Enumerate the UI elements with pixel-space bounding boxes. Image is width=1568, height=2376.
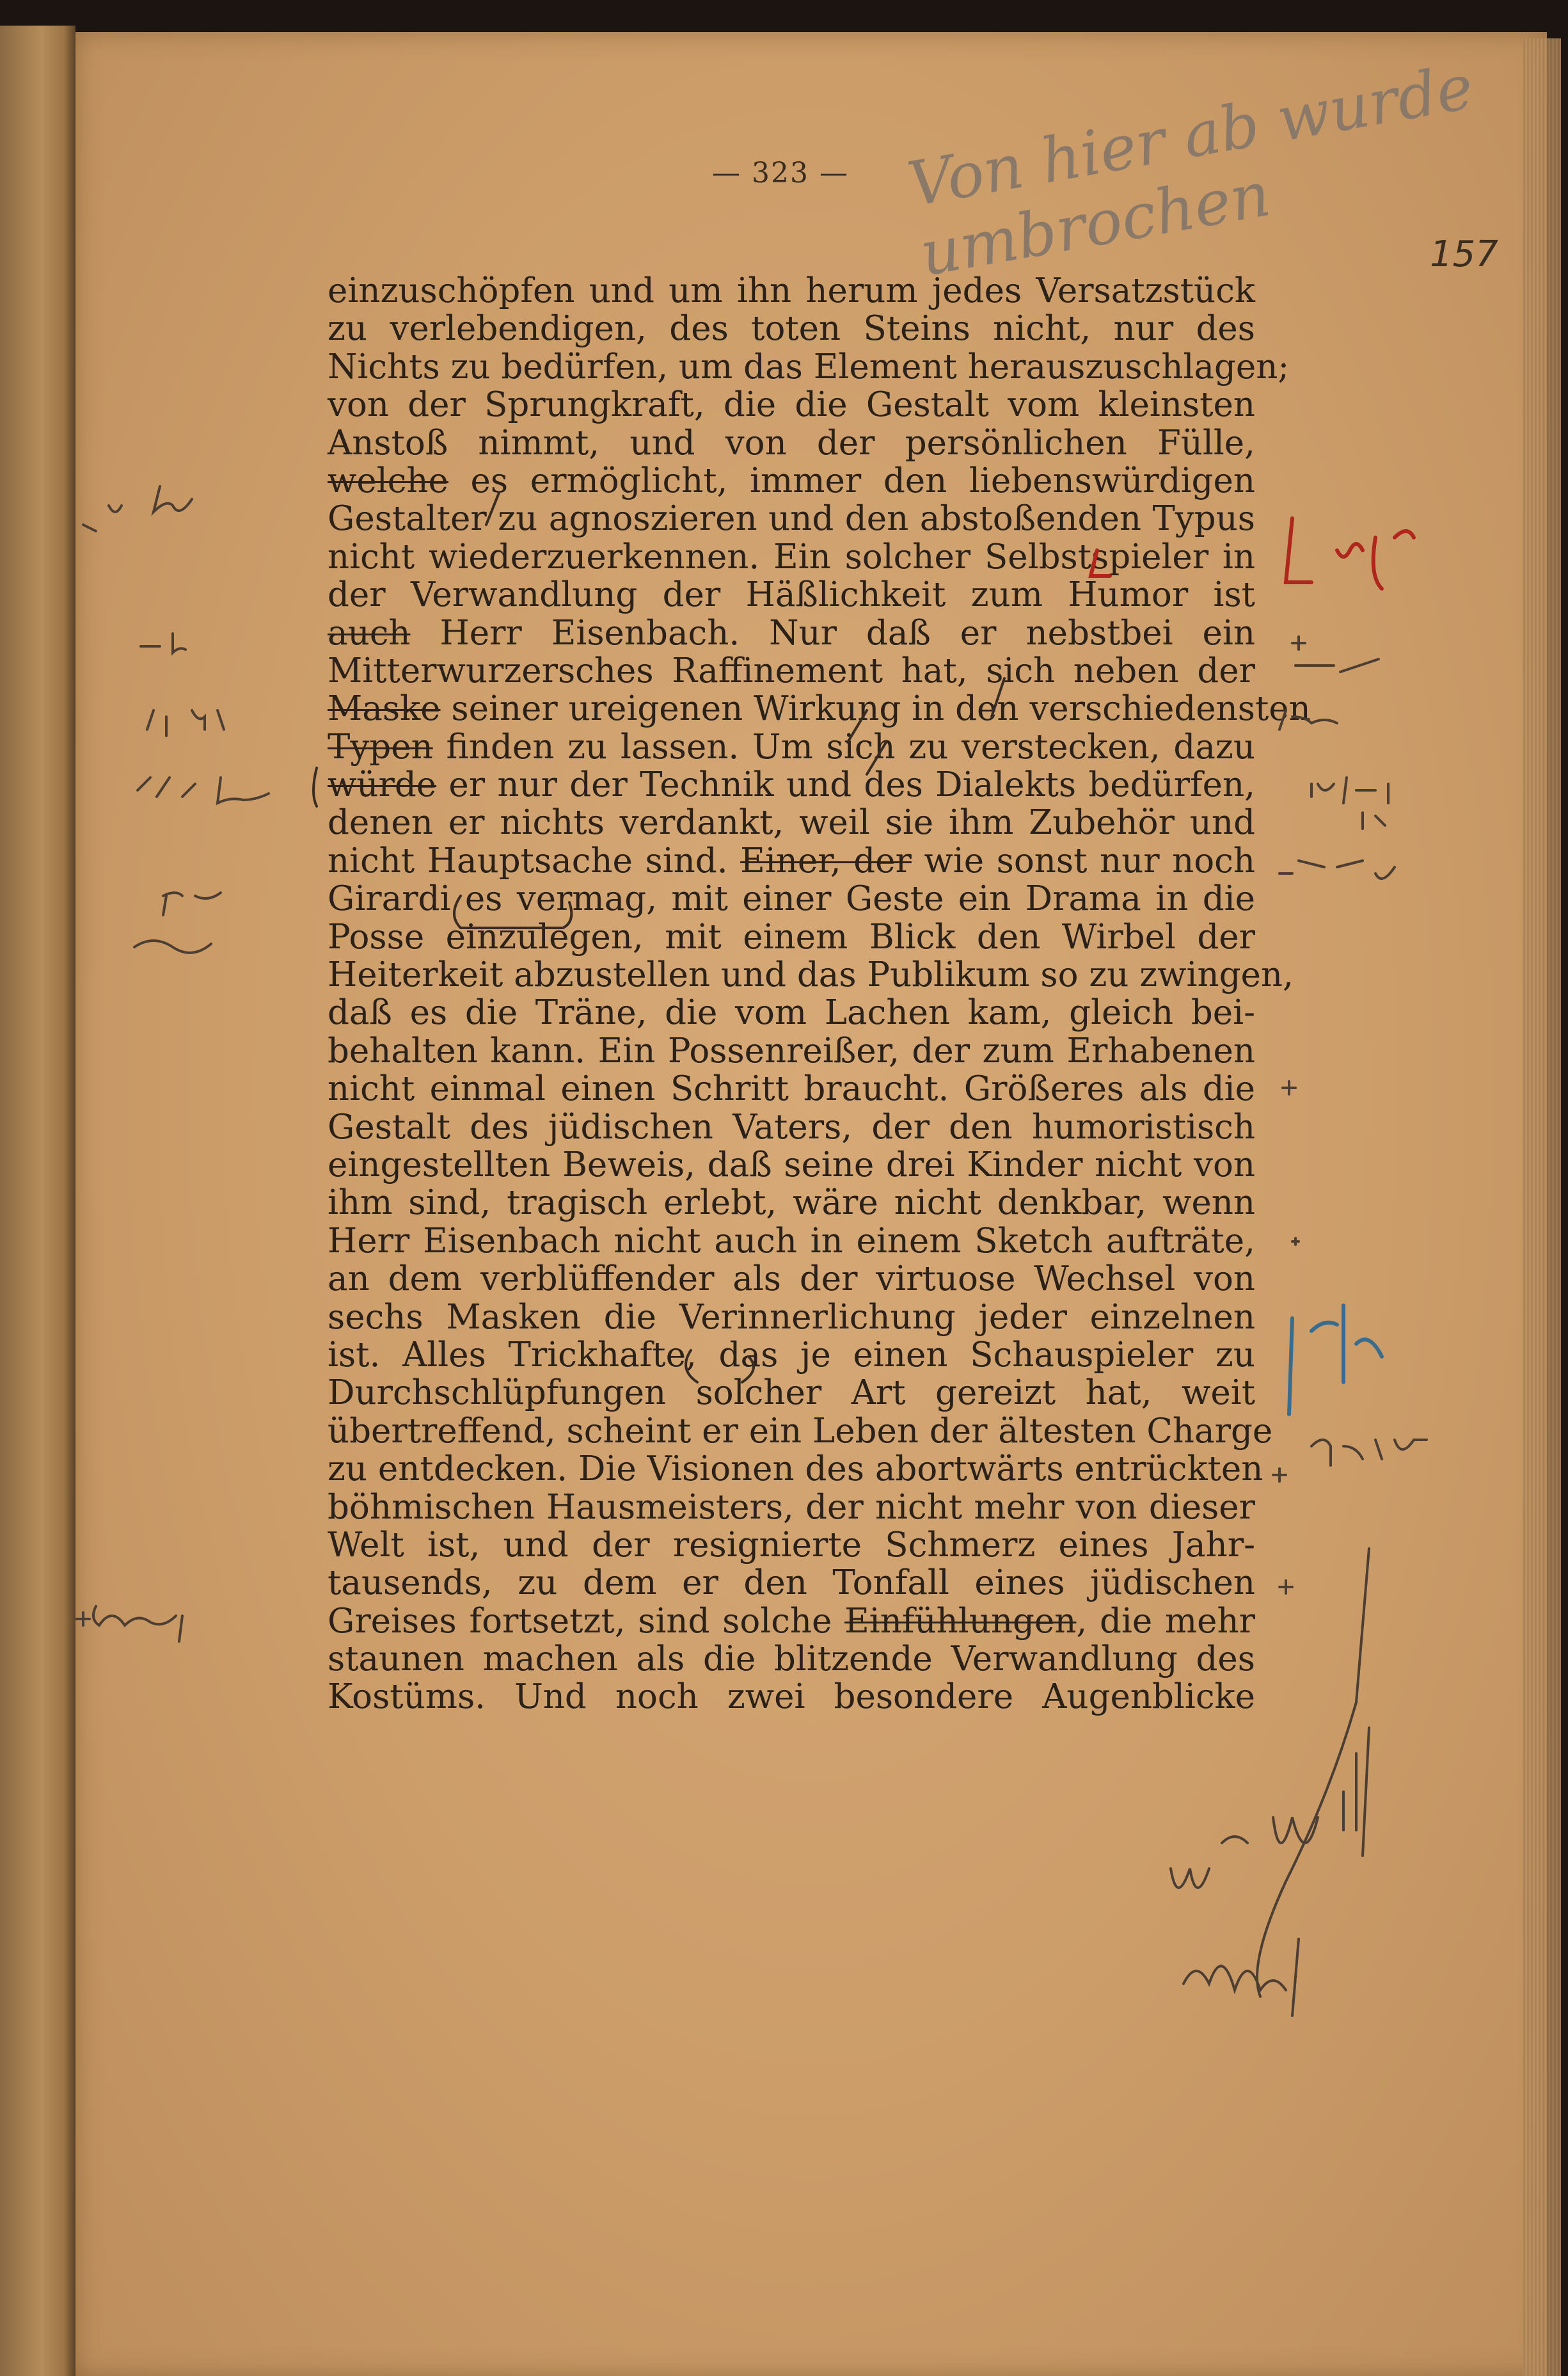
text-line: Maske seiner ureigenen Wirkung in den verschiedensten bbox=[328, 689, 1311, 729]
text-line: nicht Hauptsache sind. Einer, der wie sonst nur noch bbox=[328, 841, 1255, 881]
text-line: nicht wiederzuerkennen. Ein solcher Selbstspieler in bbox=[328, 537, 1255, 577]
text-line: Kostüms. Und noch zwei besondere Augenblicke bbox=[328, 1677, 1255, 1717]
text-line: welche es ermöglicht, immer den liebenswürdigen bbox=[328, 461, 1255, 500]
text-line: Nichts zu bedürfen, um das Element herauszuschlagen; bbox=[328, 347, 1290, 387]
text-line: nicht einmal einen Schritt braucht. Größeres als die bbox=[328, 1069, 1255, 1109]
page-number: — 323 — bbox=[712, 157, 849, 189]
text-line: übertreffend, scheint er ein Leben der ältesten Charge bbox=[328, 1411, 1273, 1451]
text-line: Herr Eisenbach nicht auch in einem Sketch aufträte, bbox=[328, 1221, 1255, 1261]
text-line: sechs Masken die Verinnerlichung jeder einzelnen bbox=[328, 1297, 1255, 1337]
text-line: Welt ist, und der resignierte Schmerz eines Jahr- bbox=[328, 1525, 1255, 1565]
text-line: Gestalt des jüdischen Vaters, der den humoristisch bbox=[328, 1107, 1255, 1147]
text-line: Durchschlüpfungen solcher Art gereizt hat, weit bbox=[328, 1373, 1255, 1413]
text-line: an dem verblüffender als der virtuose Wechsel von bbox=[328, 1259, 1255, 1299]
handwritten-top-note: Von hier ab wurde umbrochen bbox=[903, 51, 1478, 291]
text-line: Heiterkeit abzustellen und das Publikum so zu zwingen, bbox=[328, 955, 1294, 995]
text-line: tausends, zu dem er den Tonfall eines jüdischen bbox=[328, 1563, 1255, 1603]
text-line: zu entdecken. Die Visionen des abortwärts entrückten bbox=[328, 1449, 1263, 1489]
text-line: staunen machen als die blitzende Verwandlung des bbox=[328, 1639, 1255, 1679]
text-line: würde er nur der Technik und des Dialekts bedürfen, bbox=[328, 765, 1255, 805]
text-line: eingestellten Beweis, daß seine drei Kinder nicht von bbox=[328, 1145, 1255, 1184]
text-line: von der Sprungkraft, die die Gestalt vom kleinsten bbox=[328, 385, 1255, 425]
text-line: daß es die Träne, die vom Lachen kam, gleich bei- bbox=[328, 993, 1255, 1033]
text-line: der Verwandlung der Häßlichkeit zum Humor ist bbox=[328, 575, 1255, 615]
text-line: einzuschöpfen und um ihn herum jedes Versatzstück bbox=[328, 271, 1255, 310]
text-line: auch Herr Eisenbach. Nur daß er nebstbei ein bbox=[328, 613, 1255, 653]
handwritten-sheet-number: 157 bbox=[1430, 234, 1498, 275]
text-line: denen er nichts verdankt, weil sie ihm Zubehör und bbox=[328, 803, 1255, 843]
text-line: Posse einzulegen, mit einem Blick den Wirbel der bbox=[328, 917, 1255, 957]
text-line: böhmischen Hausmeisters, der nicht mehr von dieser bbox=[328, 1487, 1255, 1527]
text-line: ihm sind, tragisch erlebt, wäre nicht denkbar, wenn bbox=[328, 1183, 1255, 1223]
text-line: zu verlebendigen, des toten Steins nicht, nur des bbox=[328, 309, 1255, 349]
text-line: Mitterwurzersches Raffinement hat, sich neben der bbox=[328, 651, 1255, 690]
text-line: Gestalter zu agnoszieren und den abstoßenden Typus bbox=[328, 499, 1255, 539]
text-line: Girardi es vermag, mit einer Geste ein Drama in die bbox=[328, 879, 1255, 919]
text-line: Typen finden zu lassen. Um sich zu verstecken, dazu bbox=[328, 727, 1255, 767]
text-line: Greises fortsetzt, sind solche Einfühlungen, die mehr bbox=[328, 1601, 1255, 1641]
text-line: behalten kann. Ein Possenreißer, der zum Erhabenen bbox=[328, 1031, 1255, 1071]
text-line: ist. Alles Trickhafte, das je einen Schauspieler zu bbox=[328, 1335, 1255, 1375]
text-line: Anstoß nimmt, und von der persönlichen Fülle, bbox=[328, 423, 1255, 463]
